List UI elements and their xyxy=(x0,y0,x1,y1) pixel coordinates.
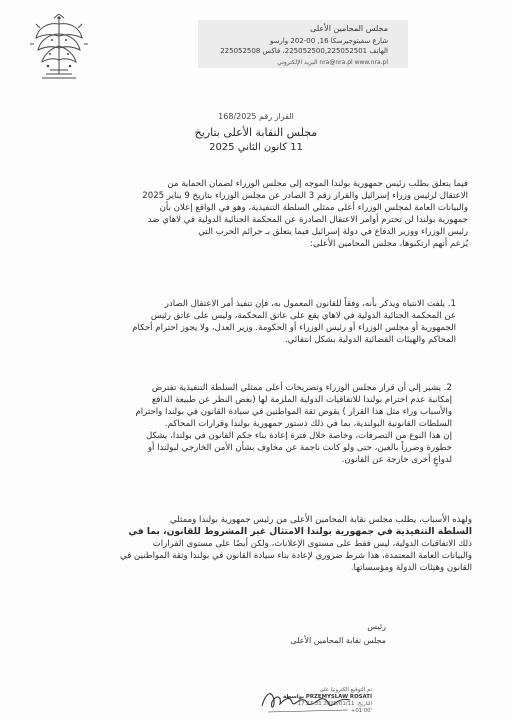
esignature-label: تم التوقيع الكترونيا على xyxy=(319,687,372,693)
text-line: والأسباب وراء مثل هذا القرار ) يقوض ثقة المواطنين في سيادة القانون في بولندا واحترام xyxy=(135,407,452,417)
text-line: خطورة وضرراً بالغين، حتى ولو كانت ناجمة عن مخاوف بشأن الأمن الخارجي لبولندا أو xyxy=(147,443,452,453)
point-2-paragraph xyxy=(47,382,452,466)
point-1-paragraph xyxy=(46,298,456,346)
letterhead-phone-fax: الهاتف 225052500,225052501، فاكس 225052508 xyxy=(220,47,388,55)
esignature-signer: PRZEMYSLAW ROSATI بواسطة xyxy=(282,694,372,700)
esignature-timezone: +01'00' xyxy=(350,708,372,714)
text-line: الاعتقال لرئيس وزراء إسرائيل والقرار رقم 3 الصادر عن مجلس الوزراء بتاريخ 9 يناير 2025 xyxy=(142,191,468,201)
text-line: ذلك الاتفاقيات الدولية، ليس فقط على مستوى الإعلانات، ولكن أيضًا على مستوى القرارات xyxy=(152,539,472,549)
text-line: الجمهورية أو مجلس الوزراء أو رئيس الوزراء أو الحكومة. وزير العدل، ولا يجوز احترام أحكام xyxy=(132,323,456,333)
resolution-date: 11 كانون الثاني 2025 xyxy=(209,142,303,153)
letterhead-address: شارع سفيتوجيرسكا 16, 00-202 وارسو xyxy=(269,37,388,45)
signatory-title: رئيس xyxy=(367,622,386,631)
signatory-body: مجلس نقابة المحامين الأعلى xyxy=(290,636,386,645)
text-line: رئيس الوزراء ووزير الدفاع في دولة إسرائيل فيما يتعلق بـ جرائم الحرب التي xyxy=(198,227,468,237)
text-line: يُزعم أنهم ارتكبوها، مجلس المحامين الأعلى: xyxy=(310,239,468,249)
resolution-number: القرار رقم 168/2025 xyxy=(218,112,294,121)
text-line: 1. يلفت الانتباه ويذكر بأنه، وفقاً للقانون المعمول به، فإن تنفيذ أمر الاعتقال الصادر xyxy=(164,299,456,309)
bar-council-emblem-icon xyxy=(28,14,90,80)
text-line: إن هذا النوع من التصرفات، وخاصة خلال فترة إعادة بناء حكم القانون في بولندا، يشكل xyxy=(146,431,452,441)
conclusion-paragraph xyxy=(32,514,472,574)
text-line-emphasis: السلطة التنفيذية في جمهورية بولندا الامتثال غير المشروط للقانون، بما في xyxy=(128,526,472,537)
letterhead-org-name: مجلس المحامين الأعلى xyxy=(310,24,388,33)
text-line: المحاكم والهيئات القضائية الدولية بشكل انتقائي. xyxy=(284,335,456,345)
text-line: 2. يشير إلى أن قرار مجلس الوزراء وتصريحات أعلى ممثلي السلطة التنفيذية تفترض xyxy=(151,383,452,393)
text-line: عن المحكمة الجنائية الدولية في لاهاي يقع على عاتق المحكمة، وليس على عاتق رئيس xyxy=(150,311,456,321)
text-line: ولهذه الأسباب، يطلب مجلس نقابة المحامين الأعلى من رئيس جمهورية بولندا وممثلي xyxy=(169,515,472,525)
esignature-date: 17.27.31 2025/01/11 :التاريخ xyxy=(297,701,372,707)
intro-paragraph xyxy=(40,178,468,250)
text-line: فيما يتعلق بطلب رئيس جمهورية بولندا الموجه إلى مجلس الوزراء لضمان الحماية من xyxy=(167,179,468,189)
text-line: جمهورية بولندا لن تحترم أوامر الاعتقال الصادرة عن المحكمة الجنائية الدولية في لاهاي ضد xyxy=(147,215,468,225)
text-line: لدواعٍ أخرى خارجة عن القانون. xyxy=(341,455,452,465)
text-line: والبيانات العامة لمجلس الوزراء أعلى ممثلي السلطة التنفيذية، وهو في الواقع إعلان بأن xyxy=(159,203,468,213)
text-line: والبيانات العامة المعتمدة، هذا شرط ضروري لإعادة بناء سيادة القانون في بولندا وثقة المواطنين في xyxy=(120,551,472,561)
text-line: إمكانية عدم احترام بولندا للاتفاقيات الدولية الملزمة لها (بغض النظر عن طبيعة الدافع xyxy=(151,395,452,405)
resolution-title: مجلس النقابة الأعلى بتاريخ xyxy=(194,126,318,139)
text-line: السلطات القانونية البولندية، بما في ذلك دستور جمهورية بولندا وقرارات المحاكم. xyxy=(164,419,452,429)
text-line: القانون وهيئات الدولة ومؤسساتها. xyxy=(350,563,472,573)
letterhead-web-email: nra@nra.pl www.nra.pl البريد الإلكتروني xyxy=(277,59,388,66)
